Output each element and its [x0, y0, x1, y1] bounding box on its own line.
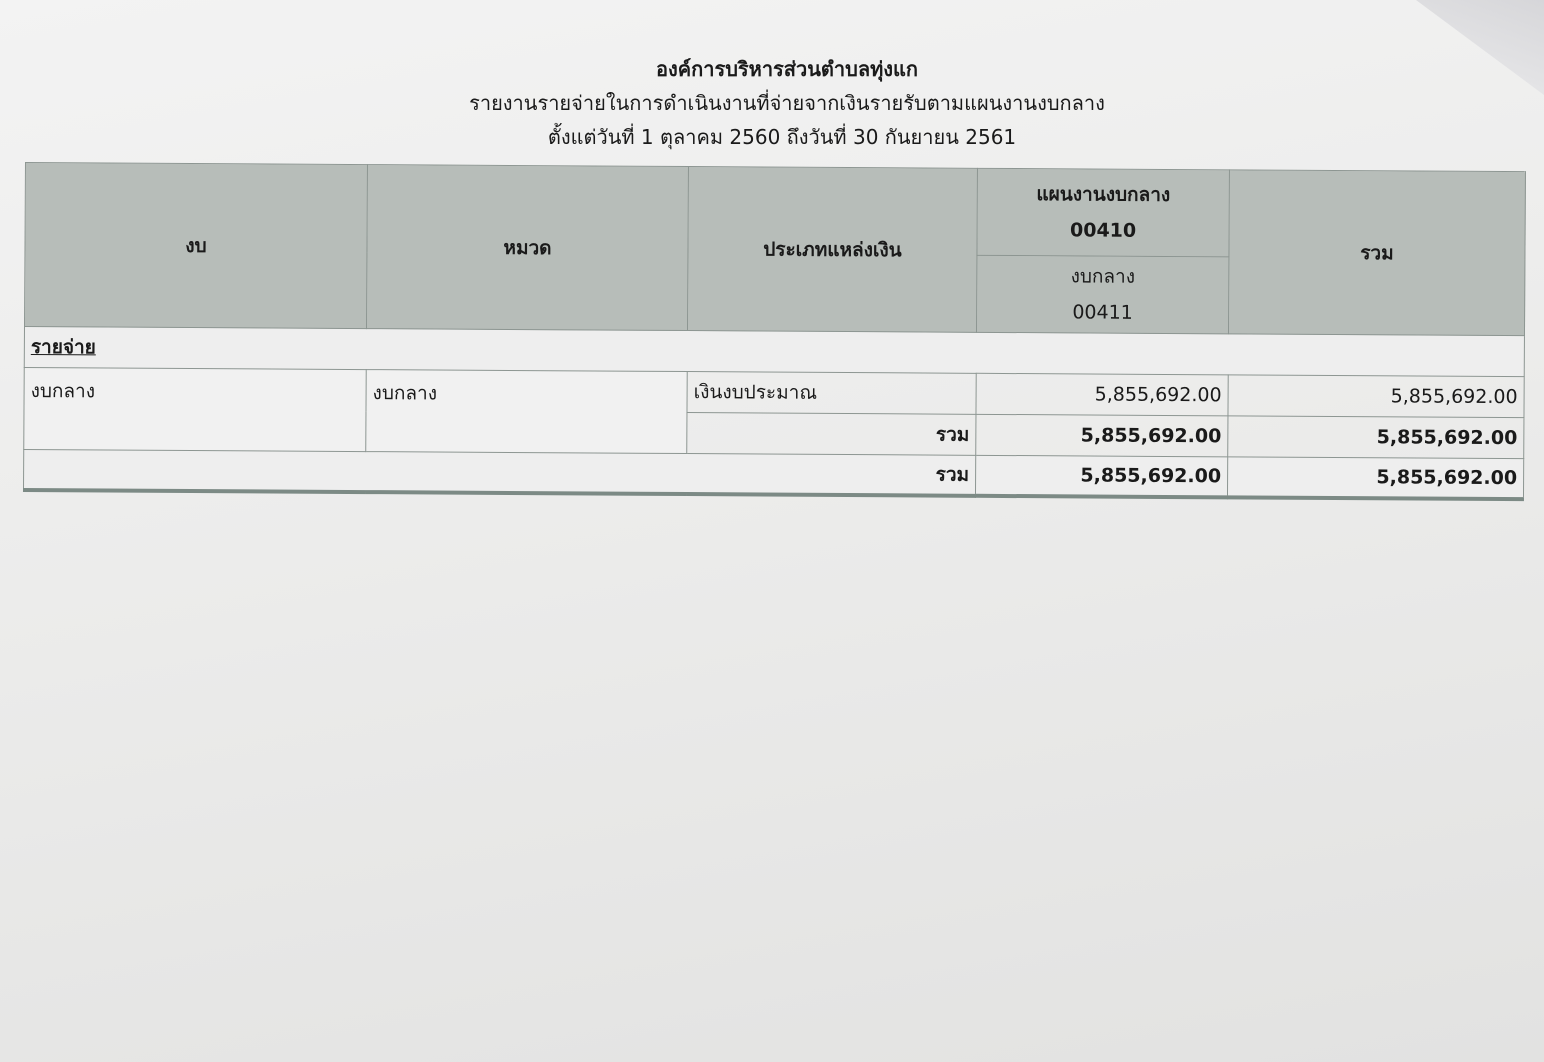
table-header-row: [25, 163, 1526, 259]
cell-amount: 5,855,692.00: [976, 373, 1228, 416]
subtotal-amount: 5,855,692.00: [976, 414, 1228, 457]
plan-code: 00410: [1069, 219, 1137, 242]
col-header-budget: งบ: [24, 163, 367, 329]
col-header-category: หมวด: [366, 165, 688, 331]
subplan-name: งบกลาง: [1070, 265, 1136, 288]
report-title: รายงานรายจ่ายในการดำเนินงานที่จ่ายจากเงินรายรับตามแผนงานงบกลาง: [469, 91, 1105, 115]
col-header-subplan: [976, 255, 1228, 334]
org-name: องค์การบริหารส่วนตำบลทุ่งแก: [655, 57, 919, 81]
col-header-fund-type: ประเภทแหล่งเงิน: [687, 167, 977, 333]
grand-total-amount: 5,855,692.00: [975, 455, 1227, 497]
col-header-plan: [977, 168, 1230, 257]
subplan-code: 00411: [1072, 301, 1133, 324]
plan-name: แผนงานงบกลาง: [1036, 183, 1171, 206]
col-header-total: รวม: [1228, 170, 1525, 336]
grand-total-label: รวม: [23, 449, 975, 495]
cell-row-total: 5,855,692.00: [1228, 375, 1524, 418]
cell-category: งบกลาง: [366, 370, 687, 454]
report-period: ตั้งแต่วันที่ 1 ตุลาคม 2560 ถึงวันที่ 30 กันยายน 2561: [547, 125, 1017, 149]
report-header: [0, 52, 1544, 154]
cell-budget: งบกลาง: [24, 367, 366, 451]
grand-total-row: [23, 449, 1523, 499]
subtotal-total: 5,855,692.00: [1228, 416, 1524, 459]
section-label-expenditure: รายจ่าย: [30, 336, 96, 359]
expenditure-table: [23, 162, 1526, 501]
subtotal-label: รวม: [687, 413, 976, 456]
table-row: [24, 367, 1524, 417]
grand-total-total: 5,855,692.00: [1227, 457, 1523, 499]
cell-fund-type: เงินงบประมาณ: [687, 372, 976, 415]
